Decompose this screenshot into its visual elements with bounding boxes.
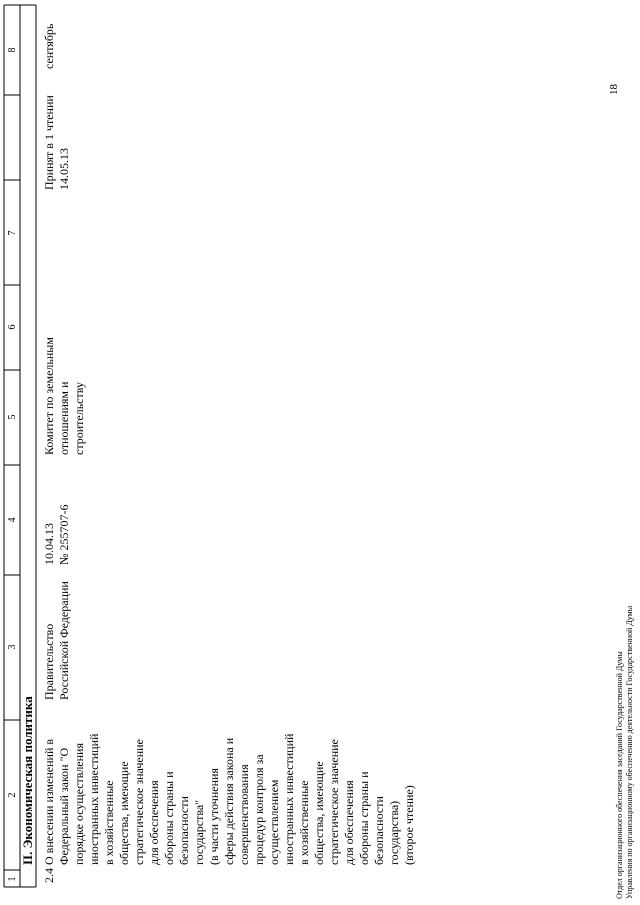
col-header-6: 6 xyxy=(7,324,18,330)
row-status: Принят в 1 чтении 14.05.13 xyxy=(42,95,71,190)
footer-line-1: Отдел организационного обеспечения заседаний Государственной Думы xyxy=(615,651,624,899)
col-header-3: 3 xyxy=(7,644,18,650)
col-header-7: 7 xyxy=(7,230,18,236)
row-number: 2.4 xyxy=(42,868,56,883)
page-number: 18 xyxy=(608,84,620,95)
col-header-8: 8 xyxy=(7,47,18,53)
col-header-1: 1 xyxy=(7,876,18,882)
row-registration: 10.04.13 № 255707-6 xyxy=(42,504,71,565)
col-header-4: 4 xyxy=(7,517,18,523)
row-month: сентябрь xyxy=(42,23,56,69)
row-committee: Комитет по земельным отношениям и строительству xyxy=(42,337,86,455)
row-title: О внесении изменений в Федеральный закон "О порядке осуществления иностранных инвестиций в хозяйственные общества, имеющие стратегическое значение для обеспечения обороны страны и безопасности государства" (в части уточнения сферы действия закона и совершенствования процедур контроля за осуществлением иностранных инвестиций в хозяйственные общества, имеющие стратегическое значение для обеспечения обороны страны и безопасности государства) (второе чтение) xyxy=(42,733,416,865)
row-initiator: Правительство Российской Федерации xyxy=(42,581,71,700)
section-title: II. Экономическая политика xyxy=(20,696,35,865)
col-header-5: 5 xyxy=(7,414,18,420)
col-header-2: 2 xyxy=(7,792,18,798)
footer-line-2: Управления по организационному обеспечению деятельности Государственной Думы xyxy=(625,605,634,899)
